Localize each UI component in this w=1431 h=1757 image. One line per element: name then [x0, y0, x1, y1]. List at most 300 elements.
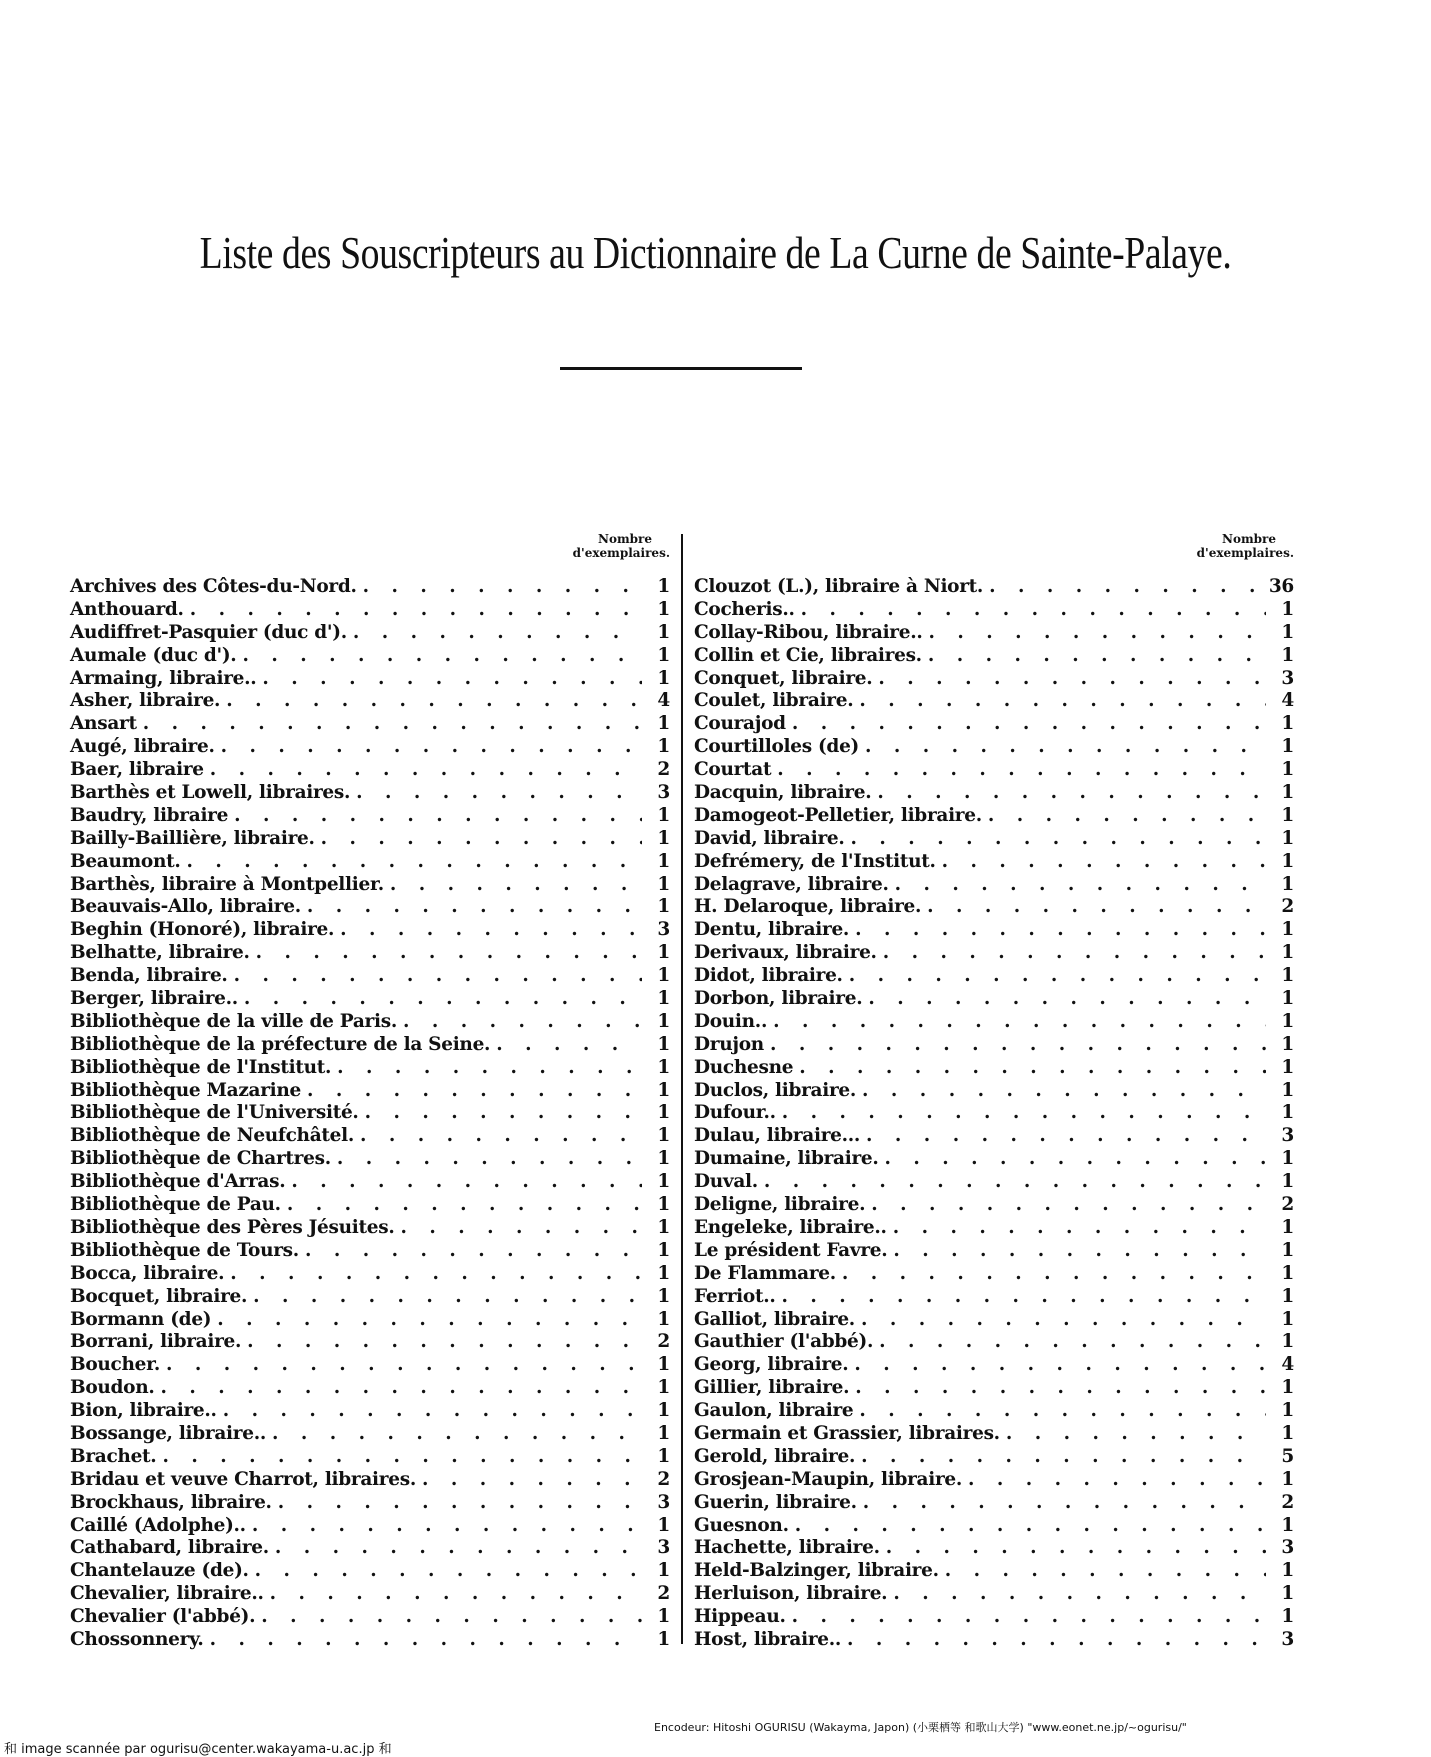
dot-leader — [945, 1560, 1266, 1582]
subscriber-name: Boudon. — [70, 1377, 155, 1399]
copy-count: 1 — [1281, 1239, 1294, 1261]
subscriber-entry — [70, 1331, 670, 1354]
copy-count: 1 — [657, 1010, 670, 1032]
dot-leader — [291, 1171, 642, 1193]
subscriber-entry — [694, 713, 1294, 736]
subscriber-entry — [70, 668, 670, 691]
subscriber-name: Ferriot.. — [694, 1285, 776, 1307]
subscriber-entry — [70, 782, 670, 805]
copy-count: 1 — [1281, 1468, 1294, 1490]
dot-leader — [879, 1331, 1266, 1353]
dot-leader — [895, 874, 1266, 896]
subscriber-entry — [70, 1629, 670, 1652]
dot-leader — [764, 1171, 1266, 1193]
copy-count: 1 — [657, 988, 670, 1010]
subscriber-entry — [694, 782, 1294, 805]
dot-leader — [855, 919, 1266, 941]
copy-count: 3 — [1281, 667, 1294, 689]
dot-leader — [360, 1125, 642, 1147]
copy-count: 1 — [1281, 598, 1294, 620]
dot-leader — [861, 1446, 1266, 1468]
copy-count: 3 — [657, 1537, 670, 1559]
subscriber-name: Duchesne — [694, 1056, 794, 1078]
subscriber-name: Bibliothèque Mazarine — [70, 1079, 302, 1101]
subscriber-name: Bibliothèque des Pères Jésuites. — [70, 1216, 395, 1238]
subscriber-entry — [694, 1400, 1294, 1423]
dot-leader — [390, 874, 642, 896]
subscriber-name: Duclos, libraire. — [694, 1079, 857, 1101]
copy-count: 1 — [657, 1262, 670, 1284]
subscriber-name: H. Delaroque, libraire. — [694, 896, 922, 918]
dot-leader — [855, 1377, 1266, 1399]
copy-count: 1 — [657, 598, 670, 620]
subscriber-name: Bridau et veuve Charrot, libraires. — [70, 1468, 416, 1490]
dot-leader — [847, 1629, 1266, 1651]
subscriber-entry — [694, 1537, 1294, 1560]
copy-count: 1 — [1281, 1606, 1294, 1628]
copy-count: 2 — [1281, 896, 1294, 918]
dot-leader — [400, 1217, 642, 1239]
dot-leader — [162, 1446, 642, 1468]
dot-leader — [968, 1469, 1266, 1491]
subscriber-entry — [70, 645, 670, 668]
copy-count: 1 — [657, 1239, 670, 1261]
dot-leader — [866, 1125, 1266, 1147]
copy-count: 1 — [657, 1171, 670, 1193]
dot-leader — [496, 1034, 642, 1056]
subscriber-entry — [70, 1469, 670, 1492]
dot-leader — [795, 1515, 1266, 1537]
subscriber-name: Brachet. — [70, 1445, 157, 1467]
subscriber-name: Collin et Cie, libraires. — [694, 644, 922, 666]
copy-count: 1 — [1281, 621, 1294, 643]
dot-leader — [893, 1240, 1266, 1262]
dot-leader — [403, 1011, 642, 1033]
copy-count: 1 — [657, 827, 670, 849]
dot-leader — [885, 1148, 1267, 1170]
subscriber-entry — [70, 622, 670, 645]
subscriber-entry — [70, 1583, 670, 1606]
subscriber-name: Collay-Ribou, libraire.. — [694, 621, 923, 643]
subscriber-entry — [70, 988, 670, 1011]
dot-leader — [883, 942, 1266, 964]
dot-leader — [878, 668, 1266, 690]
subscriber-name: Gaulon, libraire — [694, 1400, 854, 1422]
copy-count: 1 — [1281, 1514, 1294, 1536]
dot-leader — [859, 690, 1266, 712]
dot-leader — [253, 1286, 642, 1308]
subscriber-entry — [70, 1263, 670, 1286]
subscriber-name: Dulau, libraire... — [694, 1125, 861, 1147]
dot-leader — [1006, 1423, 1266, 1445]
subscriber-name: Herluison, libraire. — [694, 1583, 888, 1605]
subscriber-entry — [694, 1515, 1294, 1538]
subscriber-name: Bossange, libraire.. — [70, 1422, 266, 1444]
copy-count: 4 — [1281, 690, 1294, 712]
copy-count: 1 — [657, 736, 670, 758]
subscriber-entry — [694, 599, 1294, 622]
copy-count: 1 — [1281, 1033, 1294, 1055]
dot-leader — [143, 713, 642, 735]
subscriber-entry — [70, 1377, 670, 1400]
copy-count: 3 — [1281, 1125, 1294, 1147]
subscriber-name: Borrani, libraire. — [70, 1331, 242, 1353]
subscriber-entry — [694, 668, 1294, 691]
dot-leader — [210, 1629, 642, 1651]
subscriber-name: Derivaux, libraire. — [694, 942, 877, 964]
subscriber-entry — [694, 1583, 1294, 1606]
dot-leader — [230, 1263, 642, 1285]
copy-count: 1 — [1281, 759, 1294, 781]
subscriber-entry — [694, 828, 1294, 851]
copy-count: 1 — [657, 1056, 670, 1078]
dot-leader — [782, 1102, 1266, 1124]
subscriber-name: Caillé (Adolphe).. — [70, 1514, 246, 1536]
dot-leader — [929, 622, 1267, 644]
copy-count: 1 — [1281, 782, 1294, 804]
subscriber-name: Anthouard. — [70, 598, 184, 620]
subscriber-name: Germain et Grassier, libraires. — [694, 1422, 1000, 1444]
copy-count: 1 — [1281, 1331, 1294, 1353]
subscriber-name: Archives des Côtes-du-Nord. — [70, 576, 357, 597]
dot-leader — [256, 942, 642, 964]
dot-leader — [854, 1354, 1266, 1376]
dot-leader — [356, 782, 642, 804]
dot-leader — [234, 965, 642, 987]
dot-leader — [801, 599, 1266, 621]
subscriber-entry — [694, 1377, 1294, 1400]
copy-count: 1 — [657, 1308, 670, 1330]
subscriber-name: Georg, libraire. — [694, 1354, 849, 1376]
copy-count: 1 — [1281, 942, 1294, 964]
subscriber-entry — [694, 1492, 1294, 1515]
subscriber-name: Damogeot-Pelletier, libraire. — [694, 804, 982, 826]
left-column-header — [573, 532, 670, 560]
dot-leader — [321, 828, 642, 850]
dot-leader — [187, 851, 643, 873]
subscriber-name: Bibliothèque de la préfecture de la Seine. — [70, 1033, 491, 1055]
subscriber-entry — [70, 576, 670, 599]
subscriber-name: Guesnon. — [694, 1514, 789, 1536]
copy-count: 1 — [1281, 850, 1294, 872]
subscriber-name: Cathabard, libraire. — [70, 1537, 269, 1559]
subscriber-entry — [694, 1217, 1294, 1240]
subscriber-entry — [694, 1102, 1294, 1125]
subscriber-entry — [70, 1515, 670, 1538]
subscriber-name: Gauthier (l'abbé). — [694, 1331, 874, 1353]
subscriber-name: Berger, libraire.. — [70, 988, 238, 1010]
copy-count: 1 — [1281, 1216, 1294, 1238]
subscriber-entry — [694, 1423, 1294, 1446]
subscriber-name: Le président Favre. — [694, 1239, 888, 1261]
dot-leader — [278, 1492, 642, 1514]
dot-leader — [244, 988, 642, 1010]
subscriber-entry — [70, 851, 670, 874]
subscriber-name: Duval. — [694, 1171, 758, 1193]
subscriber-name: Aumale (duc d'). — [70, 644, 237, 666]
column-header-line1: Nombre — [1221, 532, 1276, 546]
subscriber-name: Deligne, libraire. — [694, 1194, 866, 1216]
subscriber-name: Baer, libraire — [70, 759, 204, 781]
copy-count: 1 — [657, 896, 670, 918]
subscriber-entry — [70, 874, 670, 897]
copy-count: 1 — [657, 621, 670, 643]
dot-leader — [363, 576, 642, 598]
subscriber-name: Dorbon, libraire. — [694, 988, 863, 1010]
copy-count: 1 — [1281, 644, 1294, 666]
copy-count: 4 — [657, 690, 670, 712]
subscriber-name: Chevalier (l'abbé). — [70, 1606, 256, 1628]
dot-leader — [777, 759, 1266, 781]
dot-leader — [217, 1309, 642, 1331]
copy-count: 3 — [1281, 1537, 1294, 1559]
copy-count: 1 — [1281, 1285, 1294, 1307]
subscriber-entry — [694, 1057, 1294, 1080]
subscriber-name: Augé, libraire. — [70, 736, 215, 758]
copy-count: 1 — [657, 1033, 670, 1055]
copy-count: 1 — [1281, 1262, 1294, 1284]
subscriber-entry — [70, 1400, 670, 1423]
copy-count: 1 — [657, 644, 670, 666]
subscriber-entry — [694, 1080, 1294, 1103]
subscriber-name: Bibliothèque de Pau. — [70, 1194, 281, 1216]
subscriber-name: Bormann (de) — [70, 1308, 212, 1330]
copy-count: 1 — [657, 1606, 670, 1628]
copy-count: 1 — [657, 850, 670, 872]
subscriber-name: Coulet, libraire. — [694, 690, 854, 712]
copy-count: 1 — [657, 1079, 670, 1101]
copy-count: 1 — [1281, 965, 1294, 987]
copy-count: 1 — [657, 1354, 670, 1376]
subscriber-entry — [694, 919, 1294, 942]
copy-count: 1 — [657, 1445, 670, 1467]
subscriber-name: Barthès et Lowell, libraires. — [70, 782, 351, 804]
copy-count: 3 — [657, 919, 670, 941]
subscriber-entry — [70, 1560, 670, 1583]
copy-count: 1 — [1281, 1377, 1294, 1399]
dot-leader — [792, 713, 1266, 735]
copy-count: 1 — [1281, 1102, 1294, 1124]
subscriber-name: Guerin, libraire. — [694, 1491, 857, 1513]
subscriber-name: Gillier, libraire. — [694, 1377, 850, 1399]
subscriber-name: De Flammare. — [694, 1262, 836, 1284]
subscriber-entry — [70, 759, 670, 782]
subscriber-entry — [694, 1171, 1294, 1194]
subscriber-name: Chevalier, libraire.. — [70, 1583, 264, 1605]
dot-leader — [988, 805, 1266, 827]
subscriber-entry — [694, 896, 1294, 919]
subscriber-entry — [70, 828, 670, 851]
subscriber-name: Hachette, libraire. — [694, 1537, 880, 1559]
copy-count: 1 — [657, 804, 670, 826]
copy-count: 1 — [1281, 1560, 1294, 1582]
subscriber-name: Courajod — [694, 713, 786, 735]
dot-leader — [234, 805, 642, 827]
subscriber-name: Host, libraire.. — [694, 1628, 842, 1650]
subscriber-entry — [694, 965, 1294, 988]
copy-count: 1 — [657, 1400, 670, 1422]
subscriber-name: Bibliothèque d'Arras. — [70, 1171, 286, 1193]
copy-count: 1 — [657, 1102, 670, 1124]
subscriber-name: Didot, libraire. — [694, 965, 843, 987]
subscriber-name: Audiffret-Pasquier (duc d'). — [70, 621, 347, 643]
subscriber-entry — [694, 576, 1294, 599]
dot-leader — [287, 1194, 642, 1216]
subscriber-name: Beghin (Honoré), libraire. — [70, 919, 335, 941]
subscriber-name: Galliot, libraire. — [694, 1308, 855, 1330]
dot-leader — [842, 1263, 1266, 1285]
dot-leader — [166, 1354, 642, 1376]
copy-count: 1 — [1281, 1171, 1294, 1193]
subscriber-name: Baudry, libraire — [70, 804, 229, 826]
subscriber-name: Dentu, libraire. — [694, 919, 850, 941]
subscriber-entry — [70, 1125, 670, 1148]
copy-count: 1 — [657, 1422, 670, 1444]
dot-leader — [893, 1217, 1266, 1239]
dot-leader — [792, 1606, 1266, 1628]
subscriber-name: Bion, libraire.. — [70, 1400, 217, 1422]
subscriber-name: Chantelauze (de). — [70, 1560, 249, 1582]
copy-count: 1 — [657, 576, 670, 597]
dot-leader — [942, 851, 1266, 873]
subscriber-entry — [70, 919, 670, 942]
dot-leader — [261, 1606, 642, 1628]
subscriber-entry — [694, 988, 1294, 1011]
subscriber-name: Held-Balzinger, libraire. — [694, 1560, 939, 1582]
subscriber-entry — [694, 736, 1294, 759]
copy-count: 1 — [1281, 873, 1294, 895]
subscriber-entry — [70, 1240, 670, 1263]
dot-leader — [927, 896, 1266, 918]
subscriber-entry — [694, 1446, 1294, 1469]
copy-count: 1 — [657, 965, 670, 987]
subscriber-entry — [70, 965, 670, 988]
copy-count: 1 — [657, 1628, 670, 1650]
dot-leader — [849, 965, 1266, 987]
subscriber-entry — [70, 942, 670, 965]
subscriber-entry — [694, 1240, 1294, 1263]
subscriber-entry — [694, 1560, 1294, 1583]
dot-leader — [862, 1080, 1266, 1102]
subscriber-name: Armaing, libraire.. — [70, 667, 257, 689]
subscriber-name: Barthès, libraire à Montpellier. — [70, 873, 384, 895]
copy-count: 1 — [657, 713, 670, 735]
copy-count: 1 — [657, 1377, 670, 1399]
dot-leader — [337, 1148, 642, 1170]
dot-leader — [270, 1583, 642, 1605]
copy-count: 2 — [657, 1583, 670, 1605]
subscriber-entry — [694, 1125, 1294, 1148]
subscriber-name: Grosjean-Maupin, libraire. — [694, 1468, 963, 1490]
subscriber-entry — [70, 713, 670, 736]
copy-count: 1 — [1281, 988, 1294, 1010]
dot-leader — [272, 1423, 642, 1445]
dot-leader — [893, 1583, 1266, 1605]
copy-count: 1 — [1281, 827, 1294, 849]
dot-leader — [865, 736, 1266, 758]
dot-leader — [868, 988, 1266, 1010]
subscriber-name: Ansart — [70, 713, 137, 735]
subscriber-name: Bailly-Baillière, libraire. — [70, 827, 315, 849]
subscriber-entry — [694, 942, 1294, 965]
dot-leader — [242, 645, 642, 667]
subscriber-entry — [70, 1011, 670, 1034]
subscriber-name: Conquet, libraire. — [694, 667, 873, 689]
subscriber-entry — [70, 1309, 670, 1332]
dot-leader — [275, 1537, 642, 1559]
subscriber-entry — [70, 1446, 670, 1469]
subscriber-entry — [694, 851, 1294, 874]
subscriber-entry — [694, 805, 1294, 828]
column-header-line2: d'exemplaires. — [572, 546, 670, 560]
subscriber-entry — [70, 1148, 670, 1171]
dot-leader — [223, 1400, 642, 1422]
subscriber-name: Courtilloles (de) — [694, 736, 859, 758]
subscriber-name: Bibliothèque de l'Université. — [70, 1102, 359, 1124]
right-column-header — [1197, 532, 1294, 560]
subscriber-name: Dacquin, libraire. — [694, 782, 872, 804]
dot-leader — [928, 645, 1266, 667]
subscriber-name: Courtat — [694, 759, 772, 781]
subscriber-entry — [70, 1057, 670, 1080]
subscriber-entry — [694, 759, 1294, 782]
subscriber-entry — [694, 645, 1294, 668]
subscriber-name: Delagrave, libraire. — [694, 873, 889, 895]
copy-count: 2 — [657, 759, 670, 781]
dot-leader — [337, 1057, 642, 1079]
dot-leader — [871, 1194, 1266, 1216]
subscriber-entry — [694, 690, 1294, 713]
dot-leader — [247, 1331, 642, 1353]
subscriber-name: Cocheris.. — [694, 598, 795, 620]
copy-count: 1 — [657, 1285, 670, 1307]
subscriber-entry — [70, 1606, 670, 1629]
copy-count: 1 — [657, 1148, 670, 1170]
copy-count: 1 — [1281, 1422, 1294, 1444]
copy-count: 1 — [1281, 1056, 1294, 1078]
dot-leader — [255, 1560, 642, 1582]
copy-count: 1 — [657, 942, 670, 964]
subscriber-name: Asher, libraire. — [70, 690, 221, 712]
dot-leader — [161, 1377, 643, 1399]
dot-leader — [353, 622, 642, 644]
subscriber-entry — [694, 1286, 1294, 1309]
copy-count: 1 — [657, 667, 670, 689]
copy-count: 1 — [1281, 804, 1294, 826]
title-rule — [560, 367, 802, 370]
subscriber-entry — [694, 1629, 1294, 1652]
subscriber-entry — [694, 1034, 1294, 1057]
subscriber-entry — [70, 1080, 670, 1103]
subscriber-entry — [694, 1011, 1294, 1034]
subscriber-entry — [70, 1537, 670, 1560]
subscriber-entry — [70, 690, 670, 713]
copy-count: 1 — [1281, 1079, 1294, 1101]
dot-leader — [861, 1309, 1266, 1331]
dot-leader — [305, 1240, 642, 1262]
left-entry-list — [70, 576, 670, 1652]
subscriber-name: David, libraire. — [694, 827, 845, 849]
scan-credit: 和 image scannée par ogurisu@center.wakayama-u.ac.jp 和 — [4, 1742, 392, 1757]
column-divider — [681, 534, 683, 1644]
page-title: Liste des Souscripteurs au Dictionnaire de La Curne de Sainte-Palaye. — [199, 227, 1232, 278]
copy-count: 5 — [1281, 1445, 1294, 1467]
subscriber-entry — [70, 1492, 670, 1515]
subscriber-entry — [694, 1331, 1294, 1354]
subscriber-name: Engeleke, libraire.. — [694, 1216, 887, 1238]
subscriber-name: Bibliothèque de la ville de Paris. — [70, 1010, 397, 1032]
dot-leader — [422, 1469, 642, 1491]
